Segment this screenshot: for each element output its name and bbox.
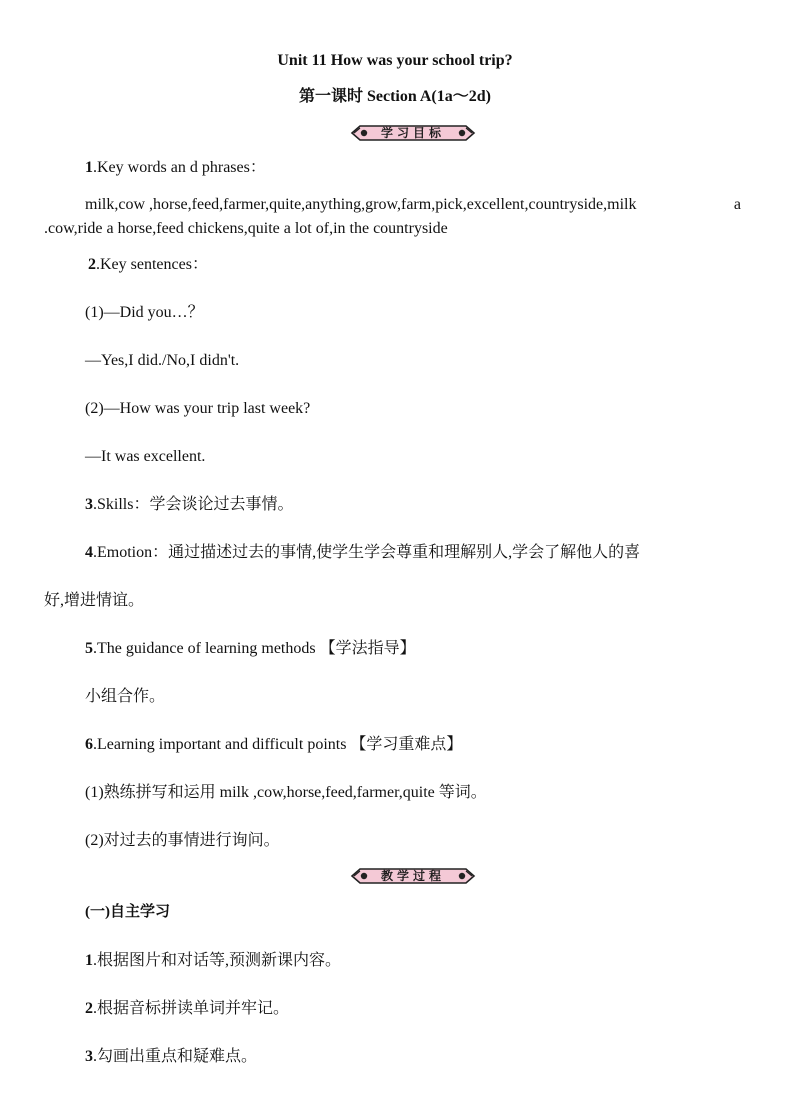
sentence-2-reply: —It was excellent. xyxy=(85,448,206,465)
self-study-heading: (一)自主学习 xyxy=(85,904,170,920)
item4-emotion-line-2: 好,增进情谊。 xyxy=(44,592,145,609)
item4-emotion-line-1: 4.Emotion：通过描述过去的事情,使学生学会尊重和理解别人,学会了解他人的喜 xyxy=(85,544,641,561)
key-words-line-2: .cow,ride a horse,feed chickens,quite a lot of,in the countryside xyxy=(44,220,448,237)
item1-heading: 1.Key words an d phrases： xyxy=(85,159,266,176)
process-banner-label: 教学过程 xyxy=(380,869,445,883)
unit-title: Unit 11 How was your school trip? xyxy=(277,52,513,69)
item3-skills: 3.Skills：学会谈论过去事情。 xyxy=(85,496,294,513)
sentence-1: (1)—Did you…？ xyxy=(85,304,204,321)
item6-point-1: (1)熟练拼写和运用 milk ,cow,horse,feed,farmer,quite 等词。 xyxy=(85,784,487,801)
key-words-line-1: milk,cow ,horse,feed,farmer,quite,anything,grow,farm,pick,excellent,countryside,milk a xyxy=(85,196,741,213)
sentence-1-reply: —Yes,I did./No,I didn't. xyxy=(85,352,240,369)
item2-heading: 2.Key sentences： xyxy=(88,256,208,273)
process-banner xyxy=(350,867,476,885)
objectives-banner-label: 学习目标 xyxy=(380,126,445,140)
item6-point-2: (2)对过去的事情进行询问。 xyxy=(85,832,280,849)
process-step-1: 1.根据图片和对话等,预测新课内容。 xyxy=(85,952,342,969)
item6-key-points: 6.Learning important and difficult points 【学习重难点】 xyxy=(85,736,463,753)
sentence-2: (2)—How was your trip last week? xyxy=(85,400,311,417)
item5-guidance: 5.The guidance of learning methods 【学法指导】 xyxy=(85,640,416,657)
item5-answer: 小组合作。 xyxy=(85,688,166,705)
process-step-3: 3.勾画出重点和疑难点。 xyxy=(85,1048,258,1065)
process-step-2: 2.根据音标拼读单词并牢记。 xyxy=(85,1000,290,1017)
objectives-banner xyxy=(350,124,476,142)
lesson-title: 第一课时 Section A(1a～2d) xyxy=(298,88,491,105)
